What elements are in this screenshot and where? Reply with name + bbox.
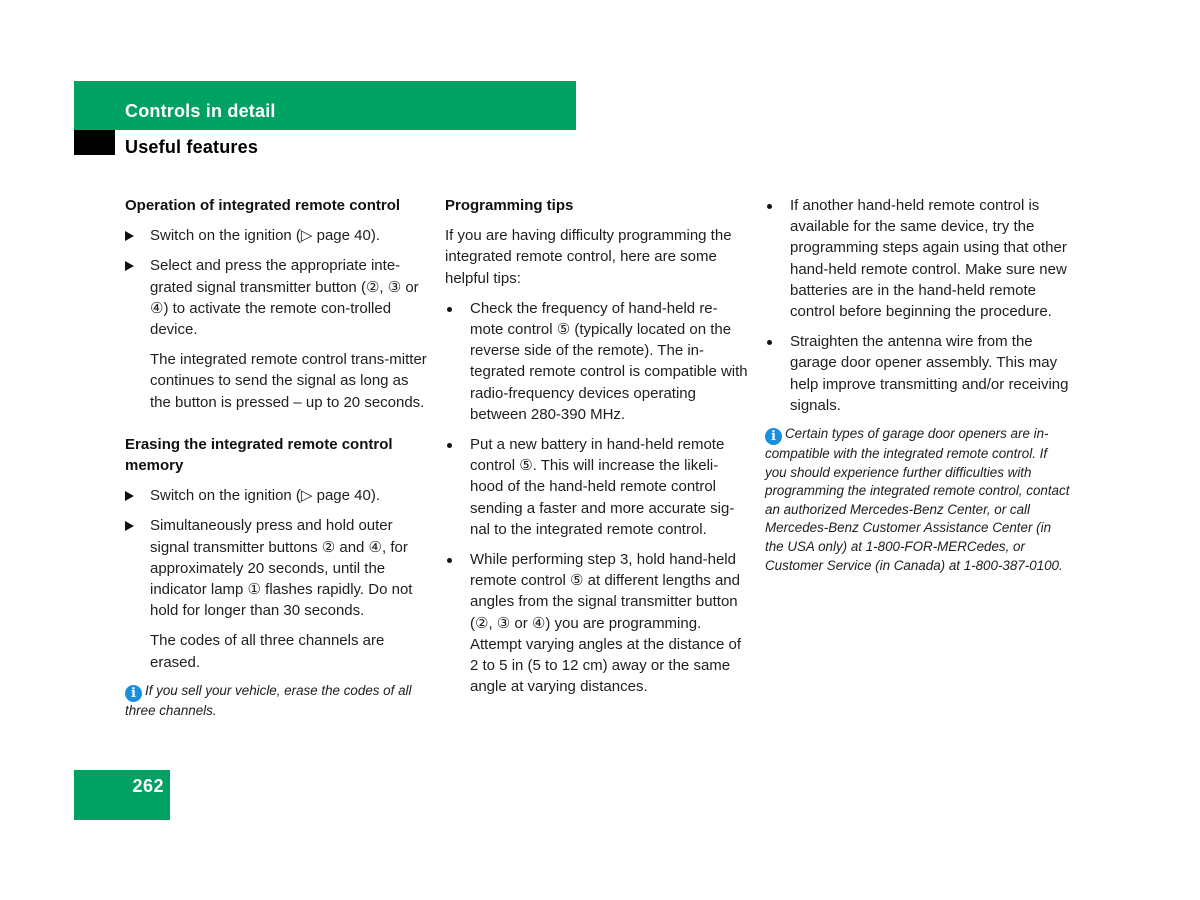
- heading-erasing: Erasing the integrated remote control memory: [125, 435, 393, 475]
- heading-operation: Operation of integrated remote control: [125, 197, 401, 214]
- info-note: [125, 682, 430, 721]
- bullet-icon: [447, 443, 452, 448]
- step-result: The integrated remote control trans-mitter continues to send the signal as long as the button is pressed – up to 20 seconds.: [150, 351, 427, 411]
- step-item: [125, 485, 430, 506]
- heading-programming-tips: Programming tips: [445, 197, 574, 214]
- step-arrow-icon: [125, 231, 134, 241]
- info-note: [765, 425, 1070, 575]
- section-title: Controls in detail: [125, 101, 276, 121]
- tip-item: [445, 434, 750, 540]
- column-1: [125, 195, 430, 720]
- step-text: Switch on the ignition (▷ page 40).: [150, 227, 381, 245]
- tip-item: [445, 549, 750, 697]
- info-icon: i: [765, 428, 782, 445]
- tip-text: Straighten the antenna wire from the garage door opener assembly. This may help improve transmitting and/or receiving signals.: [790, 333, 1069, 414]
- step-result: The codes of all three channels are erased.: [150, 632, 385, 671]
- bullet-icon: [767, 340, 772, 345]
- step-item: [125, 515, 430, 621]
- info-icon: i: [125, 685, 142, 702]
- tip-item: [445, 298, 750, 425]
- column-2: [445, 195, 750, 706]
- bullet-icon: [447, 307, 452, 312]
- step-arrow-icon: [125, 521, 134, 531]
- step-arrow-icon: [125, 491, 134, 501]
- tip-text: While performing step 3, hold hand-held remote control ⑤ at different lengths and angles from the signal transmitter button (②, ③ or ④) you are programming. Attempt varying angles at the distance of 2 to 5 in (5 to 12 cm) away or the same angle at varying distances.: [470, 551, 741, 696]
- tip-text: If another hand-held remote control is available for the same device, try the programming steps again using that other hand-held remote control. Make sure new batteries are in the hand-held remote control before beginning the procedure.: [790, 197, 1067, 321]
- step-text: Switch on the ignition (▷ page 40).: [150, 487, 381, 505]
- step-arrow-icon: [125, 261, 134, 271]
- page-number: 262: [132, 776, 164, 796]
- subsection-marker: [74, 130, 115, 155]
- step-item: [125, 255, 430, 340]
- tip-text: Check the frequency of hand-held re-mote control ⑤ (typically located on the reverse side of the remote). The in-tegrated remote control is compatible with radio-frequency devices operating between 280-390 MHz.: [470, 299, 748, 423]
- column-3: [765, 195, 1070, 575]
- tip-item: [765, 331, 1070, 416]
- step-item: [125, 225, 430, 246]
- step-text: Select and press the appropriate inte-grated signal transmitter button (②, ③ or ④) to activate the remote con-trolled device.: [150, 257, 419, 339]
- tip-text: Put a new battery in hand-held remote control ⑤. This will increase the likeli-hood of the hand-held remote control sending a faster and more accurate sig-nal to the integrated remote control.: [470, 436, 735, 538]
- bullet-icon: [447, 558, 452, 563]
- note-text: If you sell your vehicle, erase the codes of all three channels.: [125, 682, 412, 718]
- note-text: Certain types of garage door openers are in-compatible with the integrated remote control. If you should experience further difficulties with programming the integrated remote control, contact an authorized Mercedes-Benz Center, or call Mercedes-Benz Customer Assistance Center (in the USA only) at 1-800-FOR-MERCedes, or Customer Service (in Canada) at 1-800-387-0100.: [765, 426, 1070, 573]
- subsection-title: Useful features: [125, 137, 259, 157]
- bullet-icon: [767, 204, 772, 209]
- tip-item: [765, 195, 1070, 322]
- step-text: Simultaneously press and hold outer signal transmitter buttons ② and ④, for approximately 20 seconds, until the indicator lamp ① flashes rapidly. Do not hold for longer than 30 seconds.: [150, 517, 413, 620]
- intro-paragraph: If you are having difficulty programming the integrated remote control, here are some helpful tips:: [445, 227, 732, 287]
